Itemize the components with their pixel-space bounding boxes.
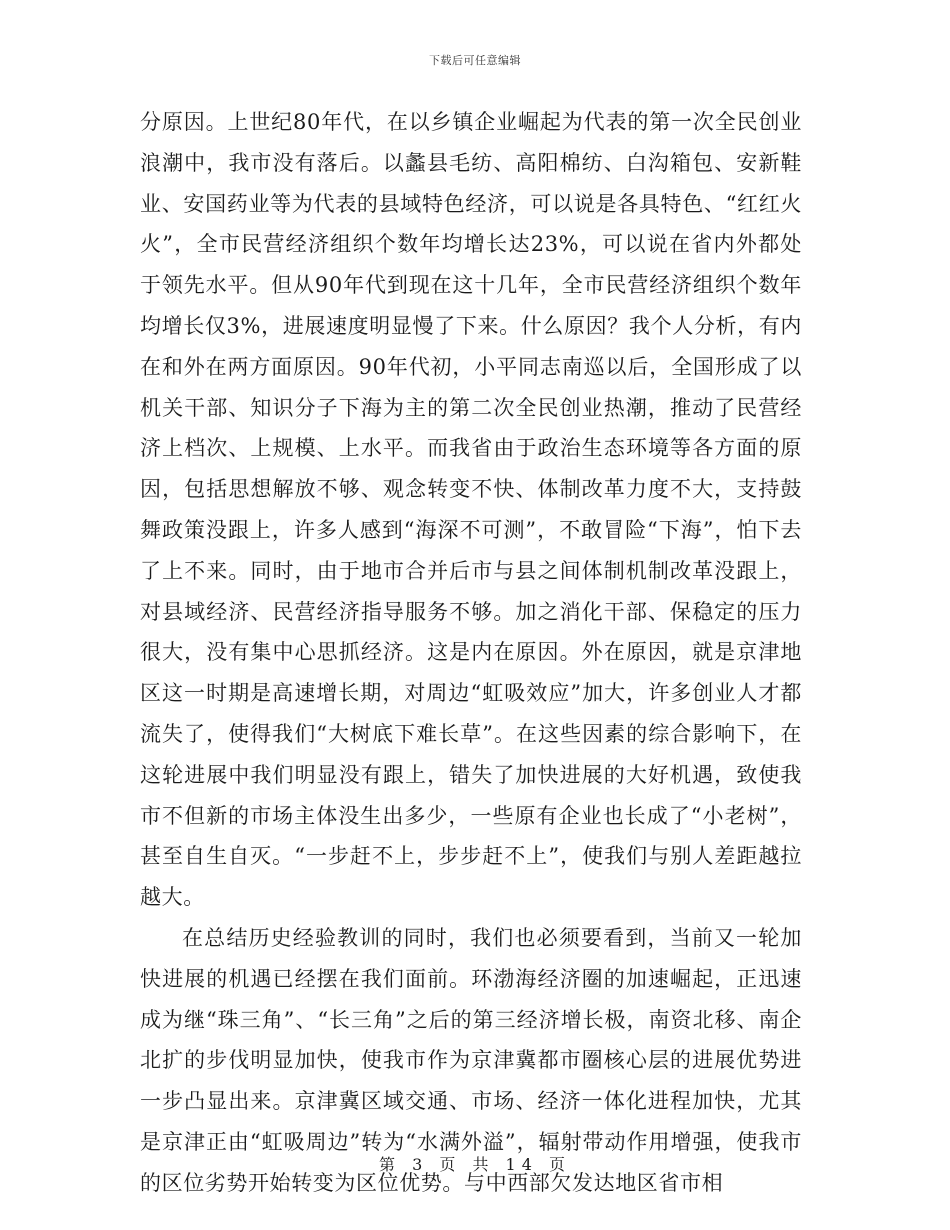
paragraph-1: 分原因。上世纪80年代，在以乡镇企业崛起为代表的第一次全民创业浪潮中，我市没有落后。以蠡县毛纺、高阳棉纺、白沟箱包、安新鞋业、安国药业等为代表的县域特色经济，可以说是各具特色、“红红火火”，全市民营经济组织个数年均增长达23%，可以说在省内外都处于领先水平。但从90年代到现在这十几年，全市民营经济组织个数年均增长仅3%，进展速度明显慢了下来。什么原因？我个人分析，有内在和外在两方面原因。90年代初，小平同志南巡以后，全国形成了以机关干部、知识分子下海为主的第二次全民创业热潮，推动了民营经济上档次、上规模、上水平。而我省由于政治生态环境等各方面的原因，包括思想解放不够、观念转变不快、体制改革力度不大，支持鼓舞政策没跟上，许多人感到“海深不可测”，不敢冒险“下海”，怕下去了上不来。同时，由于地市合并后市与县之间体制机制改革没跟上，对县域经济、民营经济指导服务不够。加之消化干部、保稳定的压力很大，没有集中心思抓经济。这是内在原因。外在原因，就是京津地区这一时期是高速增长期，对周边“虹吸效应”加大，许多创业人才都流失了，使得我们“大树底下难长草”。在这些因素的综合影响下，在这轮进展中我们明显没有跟上，错失了加快进展的大好机遇，致使我市不但新的市场主体没生出多少，一些原有企业也长成了“小老树”，甚至自生自灭。“一步赶不上，步步赶不上”，使我们与别人差距越拉越大。 (140, 110, 802, 910)
document-body (140, 102, 802, 1204)
paragraph-2: 在总结历史经验教训的同时，我们也必须要看到，当前又一轮加快进展的机遇已经摆在我们面前。环渤海经济圈的加速崛起，正迅速成为继“珠三角”、“长三角”之后的第三经济增长极，南资北移、南企北扩的步伐明显加快，使我市作为京津冀都市圈核心层的进展优势进一步凸显出来。京津冀区域交通、市场、经济一体化进程加快，尤其是京津正由“虹吸周边”转为“水满外溢”，辐射带动作用增强，使我市的区位劣势开始转变为区位优势。与中西部欠发达地区省市相 (140, 925, 802, 1195)
page-number: 第 3 页 共 14 页 (379, 1155, 571, 1174)
page-header: 下载后可任意编辑 (429, 54, 521, 67)
